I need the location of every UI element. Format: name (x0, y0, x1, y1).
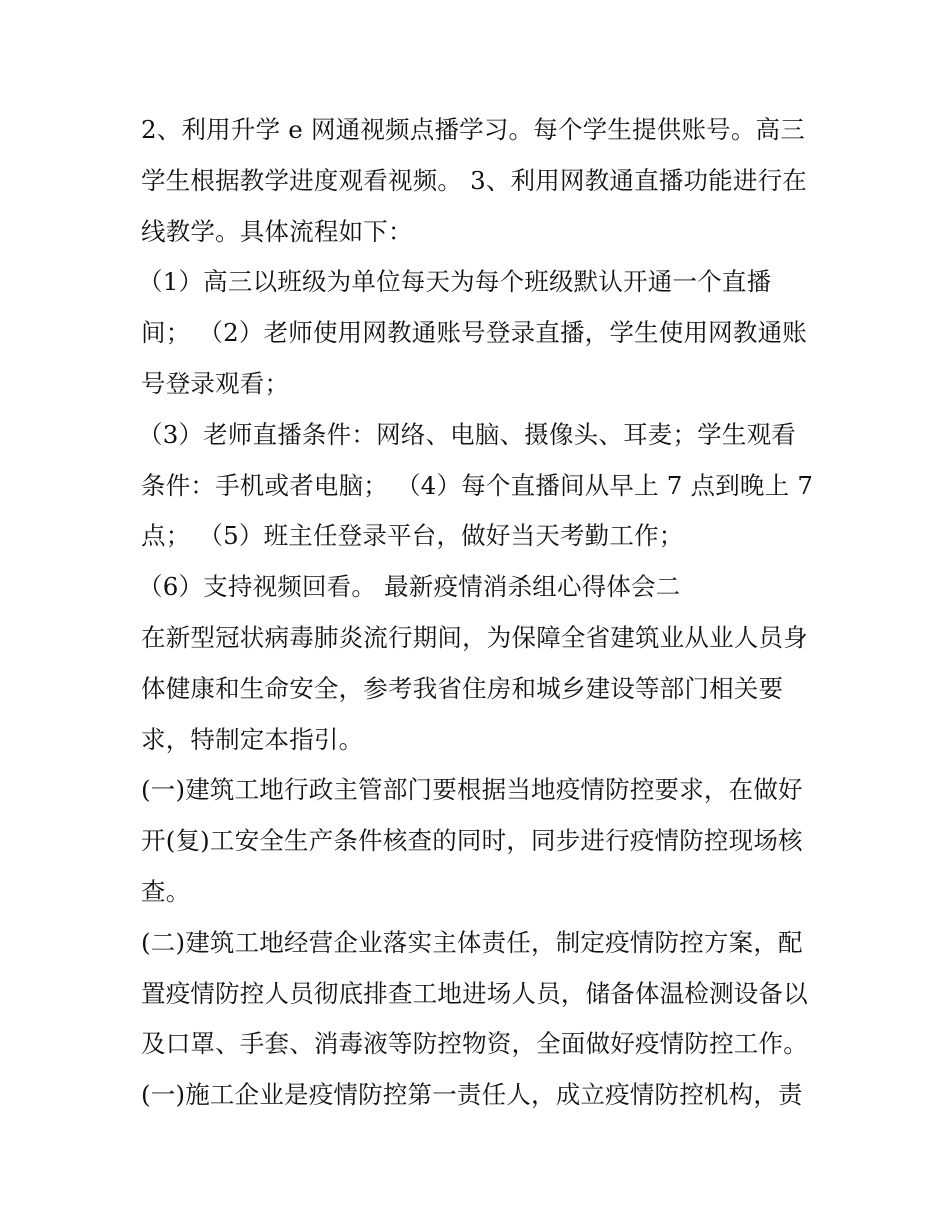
text-line: 2、利用升学 e 网通视频点播学习。每个学生提供账号。高三 (141, 115, 805, 144)
text-line: （1）高三以班级为单位每天为每个班级默认开通一个直播 (138, 267, 772, 296)
text-line: 学生根据教学进度观看视频。 3、利用网教通直播功能进行在 (141, 166, 807, 195)
text-line: (二)建筑工地经营企业落实主体责任，制定疫情防控方案，配 (141, 928, 803, 957)
text-line: 点； （5）班主任登录平台，做好当天考勤工作； (141, 521, 684, 550)
text-line: 号登录观看； (141, 369, 290, 398)
text-line: 开(复)工安全生产条件核查的同时，同步进行疫情防控现场核 (141, 826, 803, 855)
text-line: （3）老师直播条件：网络、电脑、摄像头、耳麦；学生观看 (138, 420, 796, 449)
text-line: 求，特制定本指引。 (141, 725, 364, 754)
text-line: 条件：手机或者电脑； （4）每个直播间从早上 7 点到晚上 7 (141, 471, 814, 500)
text-line: 查。 (141, 877, 191, 906)
text-line: 及口罩、手套、消毒液等防控物资，全面做好疫情防控工作。 (141, 1029, 808, 1058)
text-line: (一)建筑工地行政主管部门要根据当地疫情防控要求，在做好 (141, 775, 803, 804)
text-line: 间； （2）老师使用网教通账号登录直播，学生使用网教通账 (141, 318, 807, 347)
text-line: 置疫情防控人员彻底排查工地进场人员，储备体温检测设备以 (141, 979, 808, 1008)
text-line: 在新型冠状病毒肺炎流行期间，为保障全省建筑业从业人员身 (141, 623, 808, 652)
text-line: （6）支持视频回看。 最新疫情消杀组心得体会二 (138, 572, 681, 601)
text-line: 体健康和生命安全，参考我省住房和城乡建设等部门相关要 (141, 674, 784, 703)
text-line: 线教学。具体流程如下： (141, 217, 413, 246)
text-line: (一)施工企业是疫情防控第一责任人，成立疫情防控机构，责 (141, 1080, 803, 1109)
